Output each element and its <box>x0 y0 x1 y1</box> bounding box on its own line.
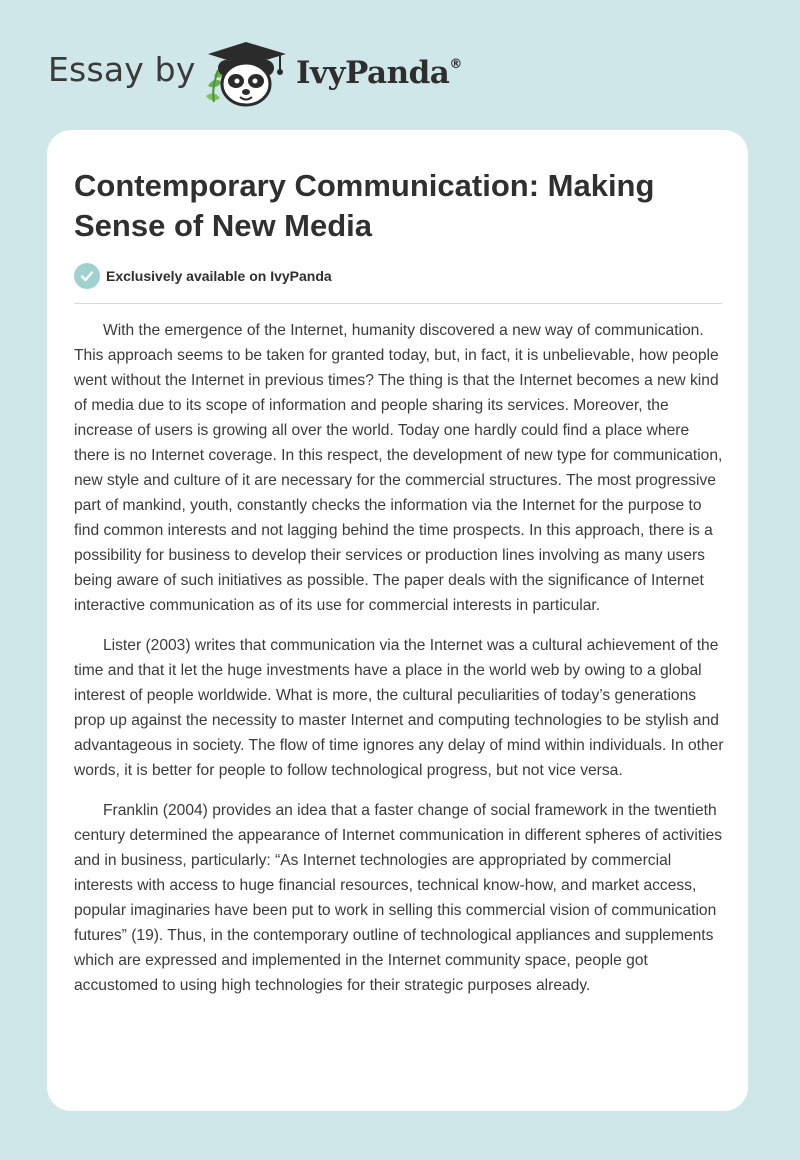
essay-by-label: Essay by <box>48 50 196 89</box>
paragraph-1: With the emergence of the Internet, humanity discovered a new way of communication. This approach seems to be taken for granted today, but, in fact, it is unbelievable, how people went without the Internet in previous times? The thing is that the Internet becomes a new kind of media due to its scope of information and people sharing its services. Moreover, the increase of users is growing all over the world. Today one hardly could find a place where there is no Internet coverage. In this respect, the development of new type for communication, new style and culture of it are necessary for the commercial structures. The most progressive part of mankind, youth, constantly checks the information via the Internet for the purpose to find common interests and not lagging behind the time prospects. In this approach, there is a possibility for business to develop their services or production lines involving as many users being aware of such initiatives as possible. The paper deals with the significance of Internet interactive communication as of its use for commercial interests in particular. <box>74 322 723 614</box>
brand-name[interactable] <box>296 55 462 91</box>
site-header <box>0 0 800 130</box>
title-divider <box>74 303 722 304</box>
exclusive-badge-label: Exclusively available on IvyPanda <box>106 268 332 284</box>
essay-card <box>47 130 748 1111</box>
exclusive-badge <box>74 262 332 290</box>
brand-text: IvyPanda <box>296 55 450 91</box>
ivypanda-logo-icon[interactable] <box>200 36 292 108</box>
check-circle-icon <box>74 263 100 289</box>
paragraph-3: Franklin (2004) provides an idea that a faster change of social framework in the twentieth century determined the appearance of Internet communication in different spheres of activities and in business, particularly: “As Internet technologies are appropriated by commercial interests with access to huge financial resources, technical know-how, and market access, popular imaginaries have been put to work in selling this commercial vision of communication futures” (19). Thus, in the contemporary outline of technological appliances and supplements which are expressed and implemented in the Internet community space, people got accustomed to using high technologies for their strategic purposes already. <box>74 802 723 994</box>
essay-title: Contemporary Communication: Making Sense of New Media <box>74 168 655 243</box>
paragraph-2: Lister (2003) writes that communication via the Internet was a cultural achievement of the time and that it let the huge investments have a place in the world web by owing to a global interest of people worldwide. What is more, the cultural peculiarities of today’s generations prop up against the necessity to master Internet and computing technologies to be stylish and advantageous in society. The flow of time ignores any delay of mind within individuals. In other words, it is better for people to follow technological progress, but not vice versa. <box>74 637 724 779</box>
trademark-mark: ® <box>449 56 462 72</box>
essay-body <box>74 318 724 1013</box>
